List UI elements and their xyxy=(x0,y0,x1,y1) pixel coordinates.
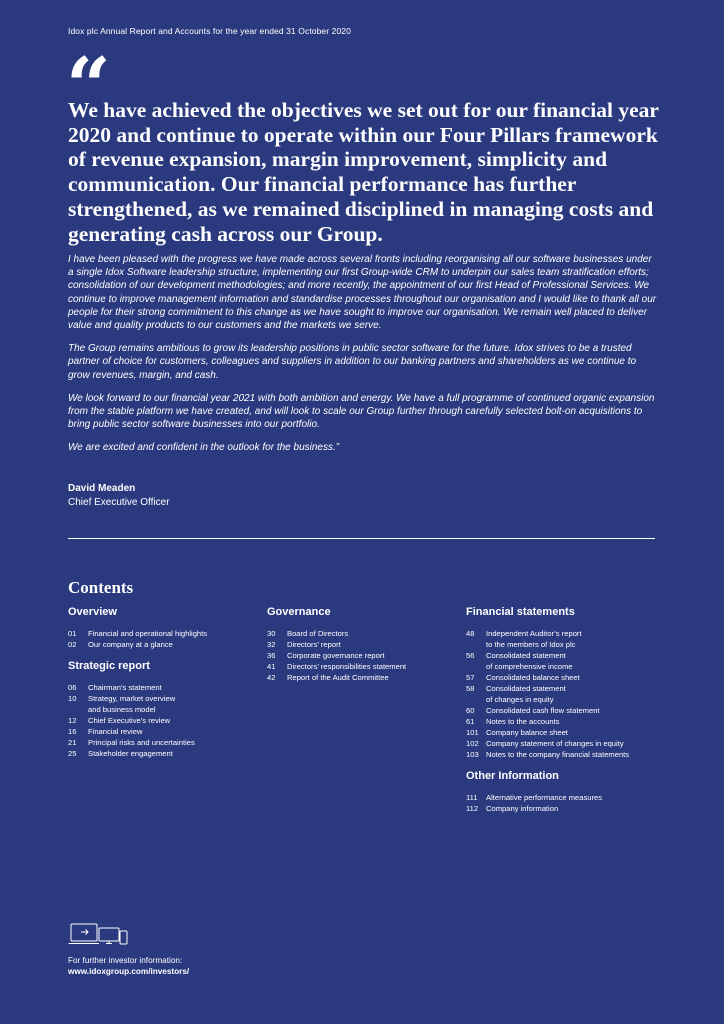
toc-entry-label: of changes in equity xyxy=(486,695,554,704)
toc-item[interactable] xyxy=(267,628,447,639)
toc-page-number: 41 xyxy=(267,662,276,671)
contents-column-1 xyxy=(68,606,243,759)
divider xyxy=(68,538,655,539)
section-heading-financial: Financial statements xyxy=(466,606,575,618)
quote-paragraph: We look forward to our financial year 2021 with both ambition and energy. We have a full programme of continued organic expansion from the stable platform we have created, and will look to scale our Group further through carefully selected bolt-on acquisitions to bring public sector software businesses into our portfolio. xyxy=(68,392,655,431)
toc-item[interactable] xyxy=(466,792,661,803)
toc-entry-label: Company information xyxy=(486,804,559,813)
quote-body xyxy=(68,253,658,465)
contents-column-2 xyxy=(267,606,447,683)
toc-item[interactable] xyxy=(466,694,661,705)
toc-item[interactable] xyxy=(68,748,243,759)
toc-item[interactable] xyxy=(466,705,661,716)
section-heading-strategic: Strategic report xyxy=(68,660,150,672)
toc-page-number: 101 xyxy=(466,728,479,737)
contents-column-3 xyxy=(466,606,661,814)
toc-item[interactable] xyxy=(466,716,661,727)
toc-item[interactable] xyxy=(68,639,243,650)
toc-page-number: 21 xyxy=(68,738,77,747)
toc-page-number: 48 xyxy=(466,629,475,638)
toc-item[interactable] xyxy=(267,672,447,683)
toc-page-number: 06 xyxy=(68,683,77,692)
toc-entry-label: Independent Auditor’s report xyxy=(486,629,582,638)
toc-item[interactable] xyxy=(68,737,243,748)
toc-item[interactable] xyxy=(466,628,661,639)
quote-paragraph: The Group remains ambitious to grow its leadership positions in public sector software for the future. Idox strives to be a trusted partner of choice for customers, colleagues and suppliers in addition to our banking partners and shareholders as we continue to grow revenues, margin, and cash. xyxy=(68,343,637,381)
toc-page-number: 42 xyxy=(267,673,276,682)
running-header: Idox plc Annual Report and Accounts for the year ended 31 October 2020 xyxy=(68,26,351,36)
financial-section xyxy=(466,606,661,760)
toc-entry-label: Stakeholder engagement xyxy=(88,749,173,758)
toc-entry-label: Consolidated statement xyxy=(486,684,566,693)
toc-item[interactable] xyxy=(68,704,243,715)
toc-page-number xyxy=(466,661,486,672)
toc-page-number: 112 xyxy=(466,804,479,813)
toc-page-number: 30 xyxy=(267,629,276,638)
toc-item[interactable] xyxy=(466,639,661,650)
toc-entry-label: Notes to the company financial statements xyxy=(486,750,630,759)
toc-item[interactable] xyxy=(68,682,243,693)
section-heading-other: Other Information xyxy=(466,770,559,782)
toc-page-number: 58 xyxy=(466,684,475,693)
section-heading-overview: Overview xyxy=(68,606,117,618)
toc-entry-label: Consolidated statement xyxy=(486,651,566,660)
toc-page-number xyxy=(68,704,88,715)
toc-item[interactable] xyxy=(267,661,447,672)
toc-item[interactable] xyxy=(466,672,661,683)
toc-item[interactable] xyxy=(68,726,243,737)
toc-item[interactable] xyxy=(466,803,661,814)
quote-paragraph: We are excited and confident in the outlook for the business.” xyxy=(68,442,340,454)
toc-entry-label: Consolidated cash flow statement xyxy=(486,706,600,715)
toc-entry-label: Board of Directors xyxy=(287,629,349,638)
toc-item[interactable] xyxy=(466,749,661,760)
toc-page-number: 01 xyxy=(68,629,77,638)
quote-headline: We have achieved the objectives we set out for our financial year 2020 and continue to operate within our Four Pillars framework of revenue expansion, margin improvement, simplicity and communication. Our financial performance has further strengthened, as we remained disciplined in managing costs and generating cash across our Group. xyxy=(68,98,659,246)
toc-list xyxy=(267,628,447,683)
quote-paragraph: I have been pleased with the progress we have made across several fronts including reorganising all our software businesses under a single Idox Software leadership structure, implementing our first Group-wide CRM to underpin our sales team stratification efforts; consolidation of our development methodologies; and more recently, the appointment of our first Head of Professional Services. We continue to improve management information and standardise processes throughout our organisation and I would like to thank all our people for their strong commitment to this change as we have sought to improve our organisation. We remain well placed to deliver value and quality products to our customers and the markets we serve. xyxy=(68,254,657,332)
toc-entry-label: Company balance sheet xyxy=(486,728,568,737)
toc-page-number: 10 xyxy=(68,694,77,703)
strategic-section xyxy=(68,660,243,759)
investor-footer xyxy=(68,955,189,977)
toc-entry-label: Chairman’s statement xyxy=(88,683,162,692)
toc-entry-label: Directors’ responsibilities statement xyxy=(287,662,407,671)
toc-entry-label: Company statement of changes in equity xyxy=(486,739,624,748)
toc-page-number: 12 xyxy=(68,716,77,725)
toc-page-number: 111 xyxy=(466,793,478,802)
governance-section xyxy=(267,606,447,683)
toc-list xyxy=(466,792,661,814)
toc-item[interactable] xyxy=(68,693,243,704)
toc-item[interactable] xyxy=(466,650,661,661)
toc-entry-label: Chief Executive’s review xyxy=(88,716,171,725)
toc-item[interactable] xyxy=(68,628,243,639)
overview-section xyxy=(68,606,243,650)
toc-page-number xyxy=(466,639,486,650)
signature xyxy=(68,482,170,509)
toc-page-number: 60 xyxy=(466,706,475,715)
toc-list xyxy=(68,682,243,759)
toc-entry-label: Report of the Audit Committee xyxy=(287,673,389,682)
toc-item[interactable] xyxy=(68,715,243,726)
signature-name: David Meaden xyxy=(68,483,136,494)
toc-item[interactable] xyxy=(267,650,447,661)
toc-entry-label: Our company at a glance xyxy=(88,640,173,649)
toc-entry-label: Strategy, market overview xyxy=(88,694,176,703)
toc-item[interactable] xyxy=(466,661,661,672)
quote-mark: “ xyxy=(66,41,111,132)
toc-entry-label: Corporate governance report xyxy=(287,651,385,660)
toc-page-number: 16 xyxy=(68,727,77,736)
contents-title: Contents xyxy=(68,578,134,597)
toc-entry-label: to the members of Idox plc xyxy=(486,640,576,649)
toc-page-number: 103 xyxy=(466,750,479,759)
toc-entry-label: Principal risks and uncertainties xyxy=(88,738,195,747)
other-information-section xyxy=(466,770,661,814)
toc-item[interactable] xyxy=(466,738,661,749)
toc-page-number: 56 xyxy=(466,651,475,660)
toc-entry-label: Directors’ report xyxy=(287,640,341,649)
toc-page-number: 57 xyxy=(466,673,475,682)
toc-page-number: 32 xyxy=(267,640,276,649)
toc-entry-label: Consolidated balance sheet xyxy=(486,673,580,682)
toc-page-number: 25 xyxy=(68,749,77,758)
section-heading-governance: Governance xyxy=(267,606,331,618)
toc-entry-label: Alternative performance measures xyxy=(486,793,603,802)
devices-icon xyxy=(68,923,128,947)
toc-entry-label: of comprehensive income xyxy=(486,662,573,671)
toc-page-number: 36 xyxy=(267,651,276,660)
toc-page-number xyxy=(466,694,486,705)
toc-entry-label: Notes to the accounts xyxy=(486,717,560,726)
investor-info-label: For further investor information: xyxy=(68,956,183,965)
toc-item[interactable] xyxy=(466,727,661,738)
toc-entry-label: Financial and operational highlights xyxy=(88,629,208,638)
toc-entry-label: and business model xyxy=(88,705,156,714)
toc-page-number: 102 xyxy=(466,739,479,748)
toc-page-number: 02 xyxy=(68,640,77,649)
toc-page-number: 61 xyxy=(466,717,475,726)
toc-item[interactable] xyxy=(267,639,447,650)
toc-item[interactable] xyxy=(466,683,661,694)
investor-link[interactable]: www.idoxgroup.com/investors/ xyxy=(68,967,190,976)
toc-list xyxy=(68,628,243,650)
signature-title: Chief Executive Officer xyxy=(68,496,170,508)
toc-list xyxy=(466,628,661,760)
toc-entry-label: Financial review xyxy=(88,727,143,736)
